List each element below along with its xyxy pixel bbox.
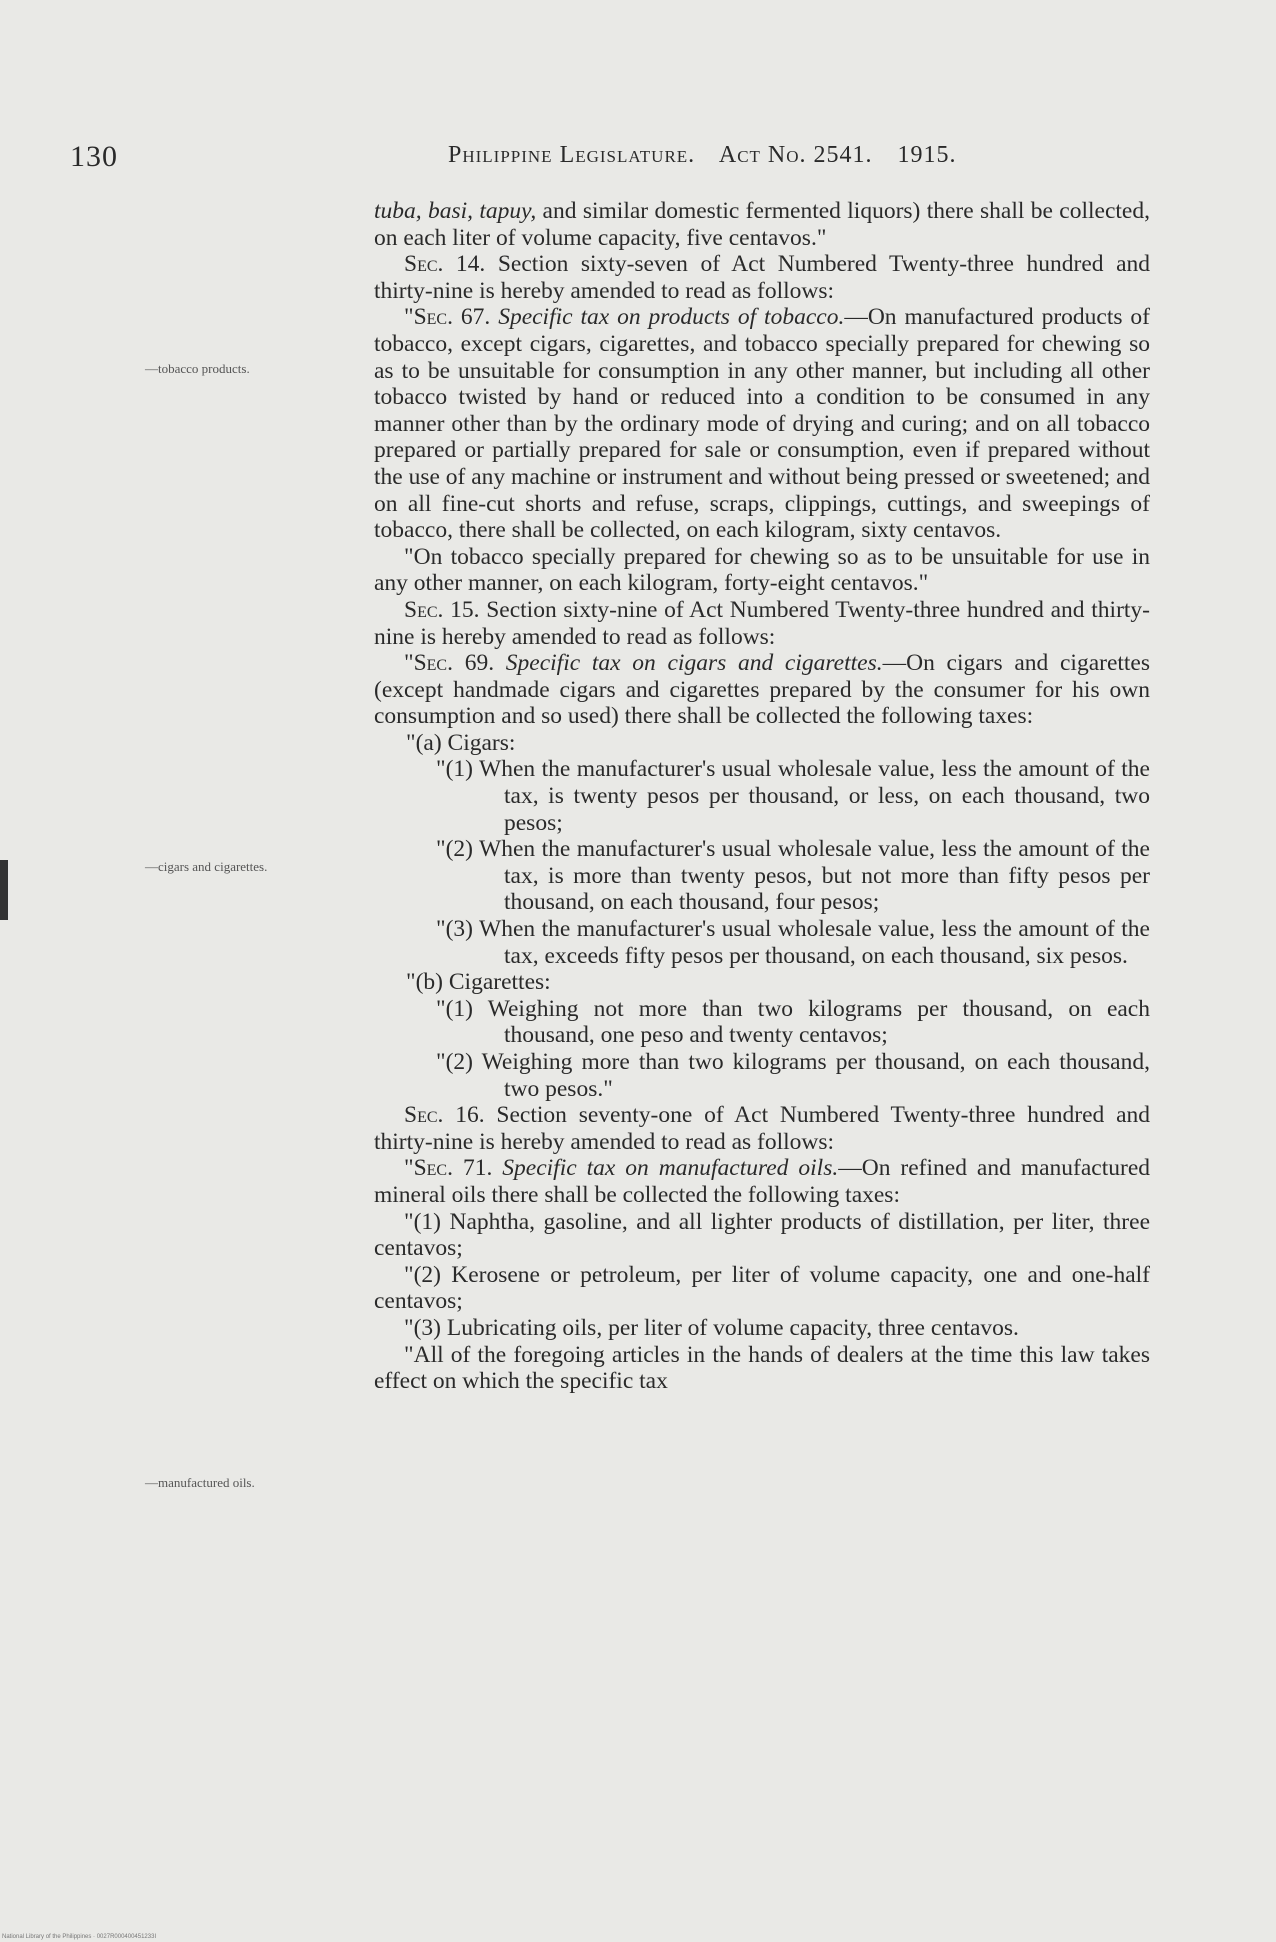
margin-note-oils: —manufactured oils. — [145, 1475, 255, 1490]
section-71: "Sec. 71. Specific tax on manufactured oils.—On refined and manufactured mineral oils there shall be collected the following taxes: — [374, 1155, 1150, 1208]
list-label-cigars: "(a) Cigars: — [406, 729, 516, 756]
margin-note-tobacco: —tobacco products. — [145, 361, 250, 376]
list-item: "(2) Kerosene or petroleum, per liter of volume capacity, one and one-half centavos; — [374, 1261, 1150, 1315]
paragraph-chewing: "On tobacco specially prepared for chewing so as to be unsuitable for use in any other manner, on each kilogram, forty-eight centavos." — [374, 543, 1150, 597]
scan-footer-tag: National Library of the Philippines · 0027R000400451233I — [2, 1934, 157, 1940]
list-item: "(3) When the manufacturer's usual wholesale value, less the amount of the tax, exceeds fifty pesos per thousand, on each thousand, six pesos. — [436, 916, 1150, 969]
running-head-year: 1915. — [897, 142, 957, 168]
list-item: "(2) Weighing more than two kilograms per thousand, on each thousand, two pesos." — [436, 1049, 1150, 1102]
list-item: "(1) Naphtha, gasoline, and all lighter products of distillation, per liter, three centavos; — [374, 1208, 1150, 1262]
list-label-cigarettes: "(b) Cigarettes: — [406, 969, 551, 996]
paragraph-last: "All of the foregoing articles in the hands of dealers at the time this law takes effect on which the specific tax — [374, 1341, 1150, 1395]
paragraph: tuba, basi, tapuy, and similar domestic fermented liquors) there shall be collected, on each liter of volume capacity, five centavos." — [374, 198, 1150, 251]
list-item: "(1) Weighing not more than two kilograms per thousand, on each thousand, one peso and twenty centavos; — [436, 995, 1150, 1049]
section-15: Sec. 15. Section sixty-nine of Act Numbered Twenty-three hundred and thirty-nine is hereby amended to read as follows: — [374, 596, 1150, 650]
running-head-legislature: Philippine Legislature. — [448, 142, 696, 168]
list-item: "(2) When the manufacturer's usual wholesale value, less the amount of the tax, is more than twenty pesos, but not more than fifty pesos per thousand, on each thousand, four pesos; — [436, 836, 1150, 916]
section-69: "Sec. 69. Specific tax on cigars and cigarettes.—On cigars and cigarettes (except handmade cigars and cigarettes prepared by the consumer for his own consumption and so used) there shall be collected the following taxes: — [374, 650, 1151, 730]
section-16: Sec. 16. Section seventy-one of Act Numbered Twenty-three hundred and thirty-nine is hereby amended to read as follows: — [374, 1102, 1151, 1155]
scan-edge-shadow — [0, 860, 8, 920]
running-head — [448, 142, 975, 169]
margin-note-cigars: —cigars and cigarettes. — [145, 859, 268, 874]
list-item: "(3) Lubricating oils, per liter of volume capacity, three centavos. — [404, 1314, 1019, 1341]
list-item: "(1) When the manufacturer's usual wholesale value, less the amount of the tax, is twenty pesos per thousand, or less, on each thousand, two pesos; — [436, 756, 1150, 836]
page-number: 130 — [70, 140, 118, 173]
body-text — [374, 198, 1150, 1395]
running-head-act: Act No. 2541. — [718, 142, 873, 168]
section-67: "Sec. 67. Specific tax on products of tobacco.—On manufactured products of tobacco, except cigars, cigarettes, and tobacco specially prepared for chewing so as to be unsuitable for consumption in any other manner, but including all other tobacco twisted by hand or reduced into a condition to be consumed in any manner other than by the ordinary mode of drying and curing; and on all tobacco prepared or partially prepared for sale or consumption, even if prepared without the use of any machine or instrument and without being pressed or sweetened; and on all fine-cut shorts and refuse, scraps, clippings, cuttings, and sweepings of tobacco, there shall be collected, on each kilogram, sixty centavos. — [374, 304, 1150, 544]
section-14: Sec. 14. Section sixty-seven of Act Numbered Twenty-three hundred and thirty-nine is hereby amended to read as follows: — [374, 251, 1150, 304]
